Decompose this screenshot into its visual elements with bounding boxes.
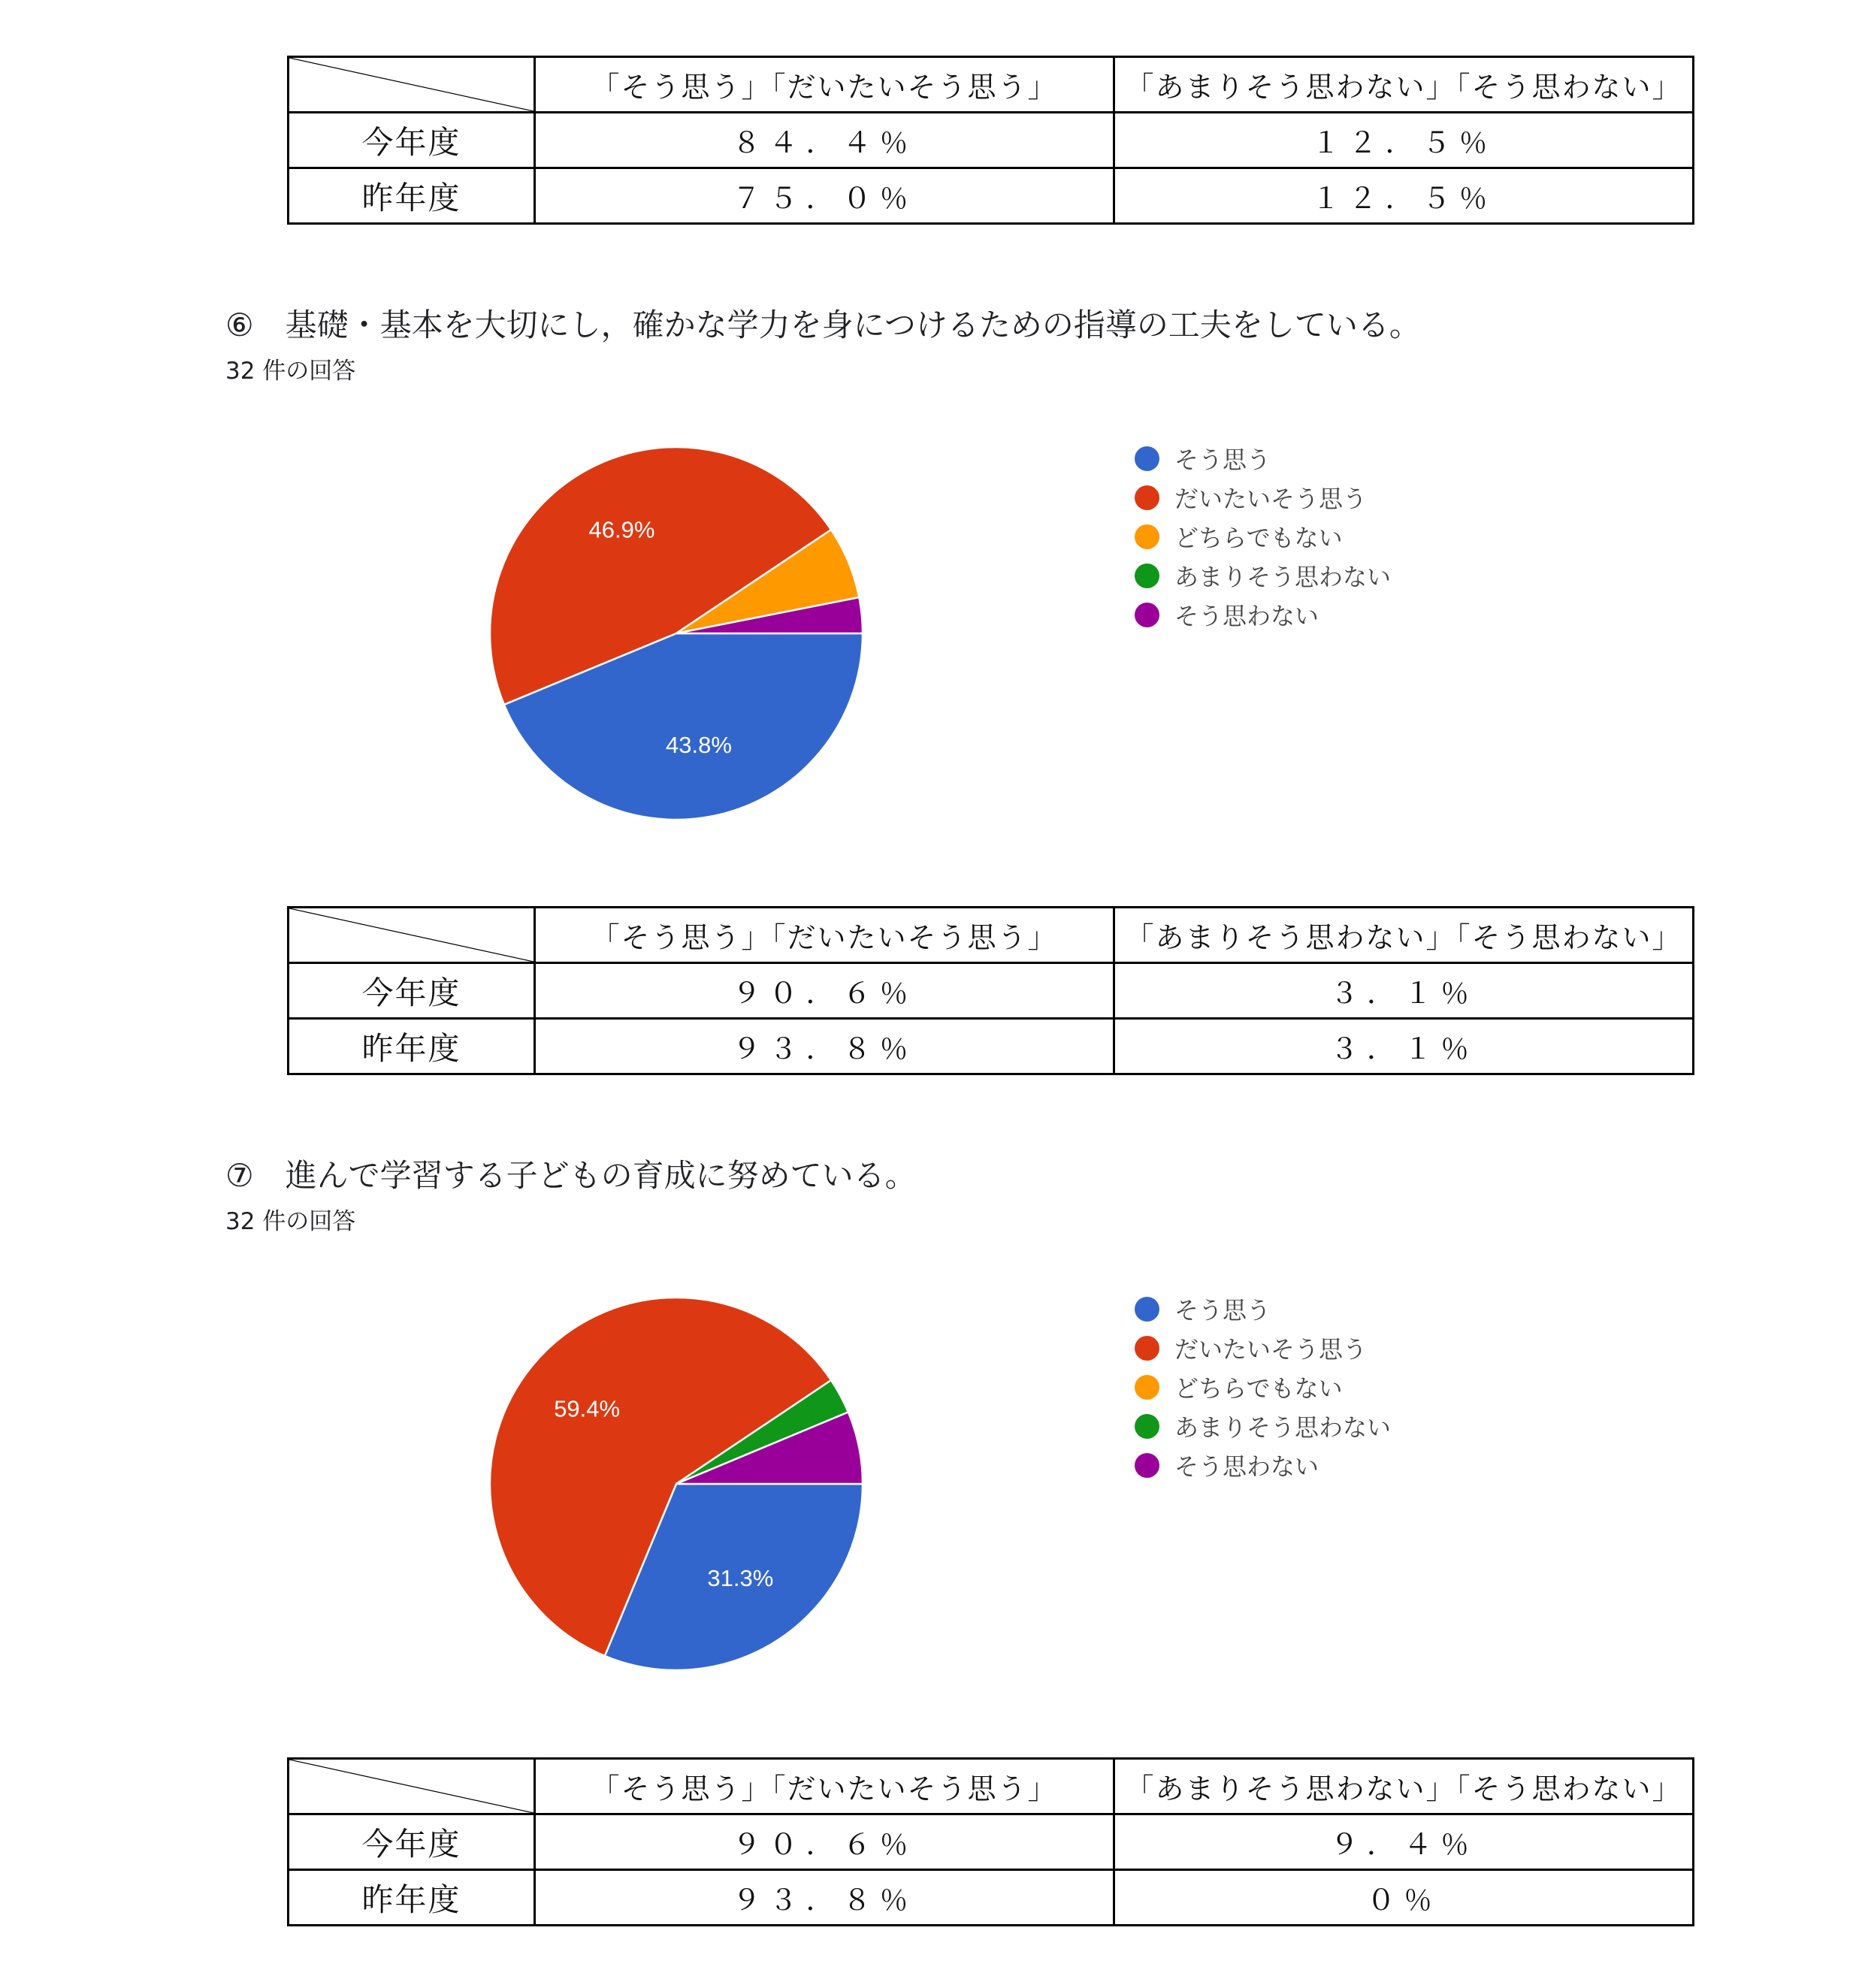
row-label-this-year: 今年度 [289, 963, 535, 1019]
header-agree: 「そう思う」「だいたいそう思う」 [535, 1759, 1114, 1814]
legend-label: そう思う [1174, 1296, 1271, 1325]
legend-dot [1135, 1453, 1159, 1478]
header-disagree: 「あまりそう思わない」「そう思わない」 [1114, 1759, 1694, 1814]
cell-this-year-agree: ９０．６％ [535, 963, 1114, 1019]
cell-this-year-disagree: ３．１％ [1114, 963, 1694, 1019]
legend-label: あまりそう思わない [1174, 1413, 1392, 1442]
legend-item [1135, 517, 1391, 556]
header-agree: 「そう思う」「だいたいそう思う」 [535, 57, 1114, 113]
cell-last-year-disagree: ０％ [1114, 1870, 1694, 1926]
legend-dot [1135, 603, 1159, 627]
legend-dot [1135, 1336, 1159, 1361]
cell-last-year-disagree: １２．５％ [1114, 168, 1694, 224]
header-disagree: 「あまりそう思わない」「そう思わない」 [1114, 57, 1694, 113]
table-corner-cell [289, 57, 535, 113]
cell-last-year-agree: ７５．０％ [535, 168, 1114, 224]
table-corner-cell [289, 908, 535, 963]
cell-last-year-disagree: ３．１％ [1114, 1019, 1694, 1074]
legend-item [1135, 1367, 1391, 1406]
legend-dot [1135, 485, 1159, 510]
legend-label: どちらでもない [1174, 1374, 1343, 1403]
legend-label: どちらでもない [1174, 524, 1343, 552]
comparison-table-top [287, 56, 1694, 225]
table-corner-cell [289, 1759, 535, 1814]
legend-item [1135, 439, 1391, 478]
cell-last-year-agree: ９３．８％ [535, 1019, 1114, 1074]
row-label-last-year: 昨年度 [289, 1019, 535, 1074]
comparison-table-q6 [287, 906, 1694, 1075]
question-6-title: ⑥ 基礎・基本を大切にし，確かな学力を身につけるための指導の工夫をしている。 [225, 307, 1421, 343]
header-disagree: 「あまりそう思わない」「そう思わない」 [1114, 908, 1694, 963]
legend-label: あまりそう思わない [1174, 563, 1392, 591]
row-label-last-year: 昨年度 [289, 1870, 535, 1926]
row-label-this-year: 今年度 [289, 113, 535, 168]
legend-dot [1135, 1375, 1159, 1400]
legend-item [1135, 1289, 1391, 1328]
cell-this-year-agree: ８４．４％ [535, 113, 1114, 168]
header-agree: 「そう思う」「だいたいそう思う」 [535, 908, 1114, 963]
pie-data-label: 46.9% [588, 516, 655, 543]
cell-this-year-disagree: １２．５％ [1114, 113, 1694, 168]
legend-label: そう思う [1174, 446, 1271, 474]
cell-last-year-agree: ９３．８％ [535, 1870, 1114, 1926]
legend-label: だいたいそう思う [1174, 1335, 1368, 1364]
pie-data-label: 43.8% [666, 731, 732, 758]
legend-q7 [1135, 1289, 1391, 1485]
legend-item [1135, 1406, 1391, 1446]
legend-label: そう思わない [1174, 1452, 1319, 1481]
row-label-last-year: 昨年度 [289, 168, 535, 224]
pie-data-label: 31.3% [707, 1565, 774, 1592]
cell-this-year-agree: ９０．６％ [535, 1814, 1114, 1870]
legend-dot [1135, 563, 1159, 588]
legend-dot [1135, 1297, 1159, 1322]
legend-item [1135, 1328, 1391, 1367]
legend-item [1135, 478, 1391, 517]
question-6-response-count: 32 件の回答 [225, 358, 356, 385]
row-label-this-year: 今年度 [289, 1814, 535, 1870]
legend-item [1135, 556, 1391, 595]
legend-label: そう思わない [1174, 602, 1319, 630]
pie-chart-q6 [481, 438, 872, 829]
pie-chart-q7 [481, 1289, 872, 1679]
pie-data-label: 59.4% [554, 1395, 621, 1422]
cell-this-year-disagree: ９．４％ [1114, 1814, 1694, 1870]
comparison-table-q7 [287, 1757, 1694, 1926]
legend-item [1135, 595, 1391, 634]
legend-dot [1135, 524, 1159, 549]
legend-item [1135, 1446, 1391, 1485]
legend-dot [1135, 1414, 1159, 1439]
question-7-title: ⑦ 進んで学習する子どもの育成に努めている。 [225, 1157, 917, 1194]
legend-dot [1135, 446, 1159, 471]
question-7-response-count: 32 件の回答 [225, 1208, 356, 1235]
legend-q6 [1135, 439, 1391, 634]
legend-label: だいたいそう思う [1174, 485, 1368, 513]
